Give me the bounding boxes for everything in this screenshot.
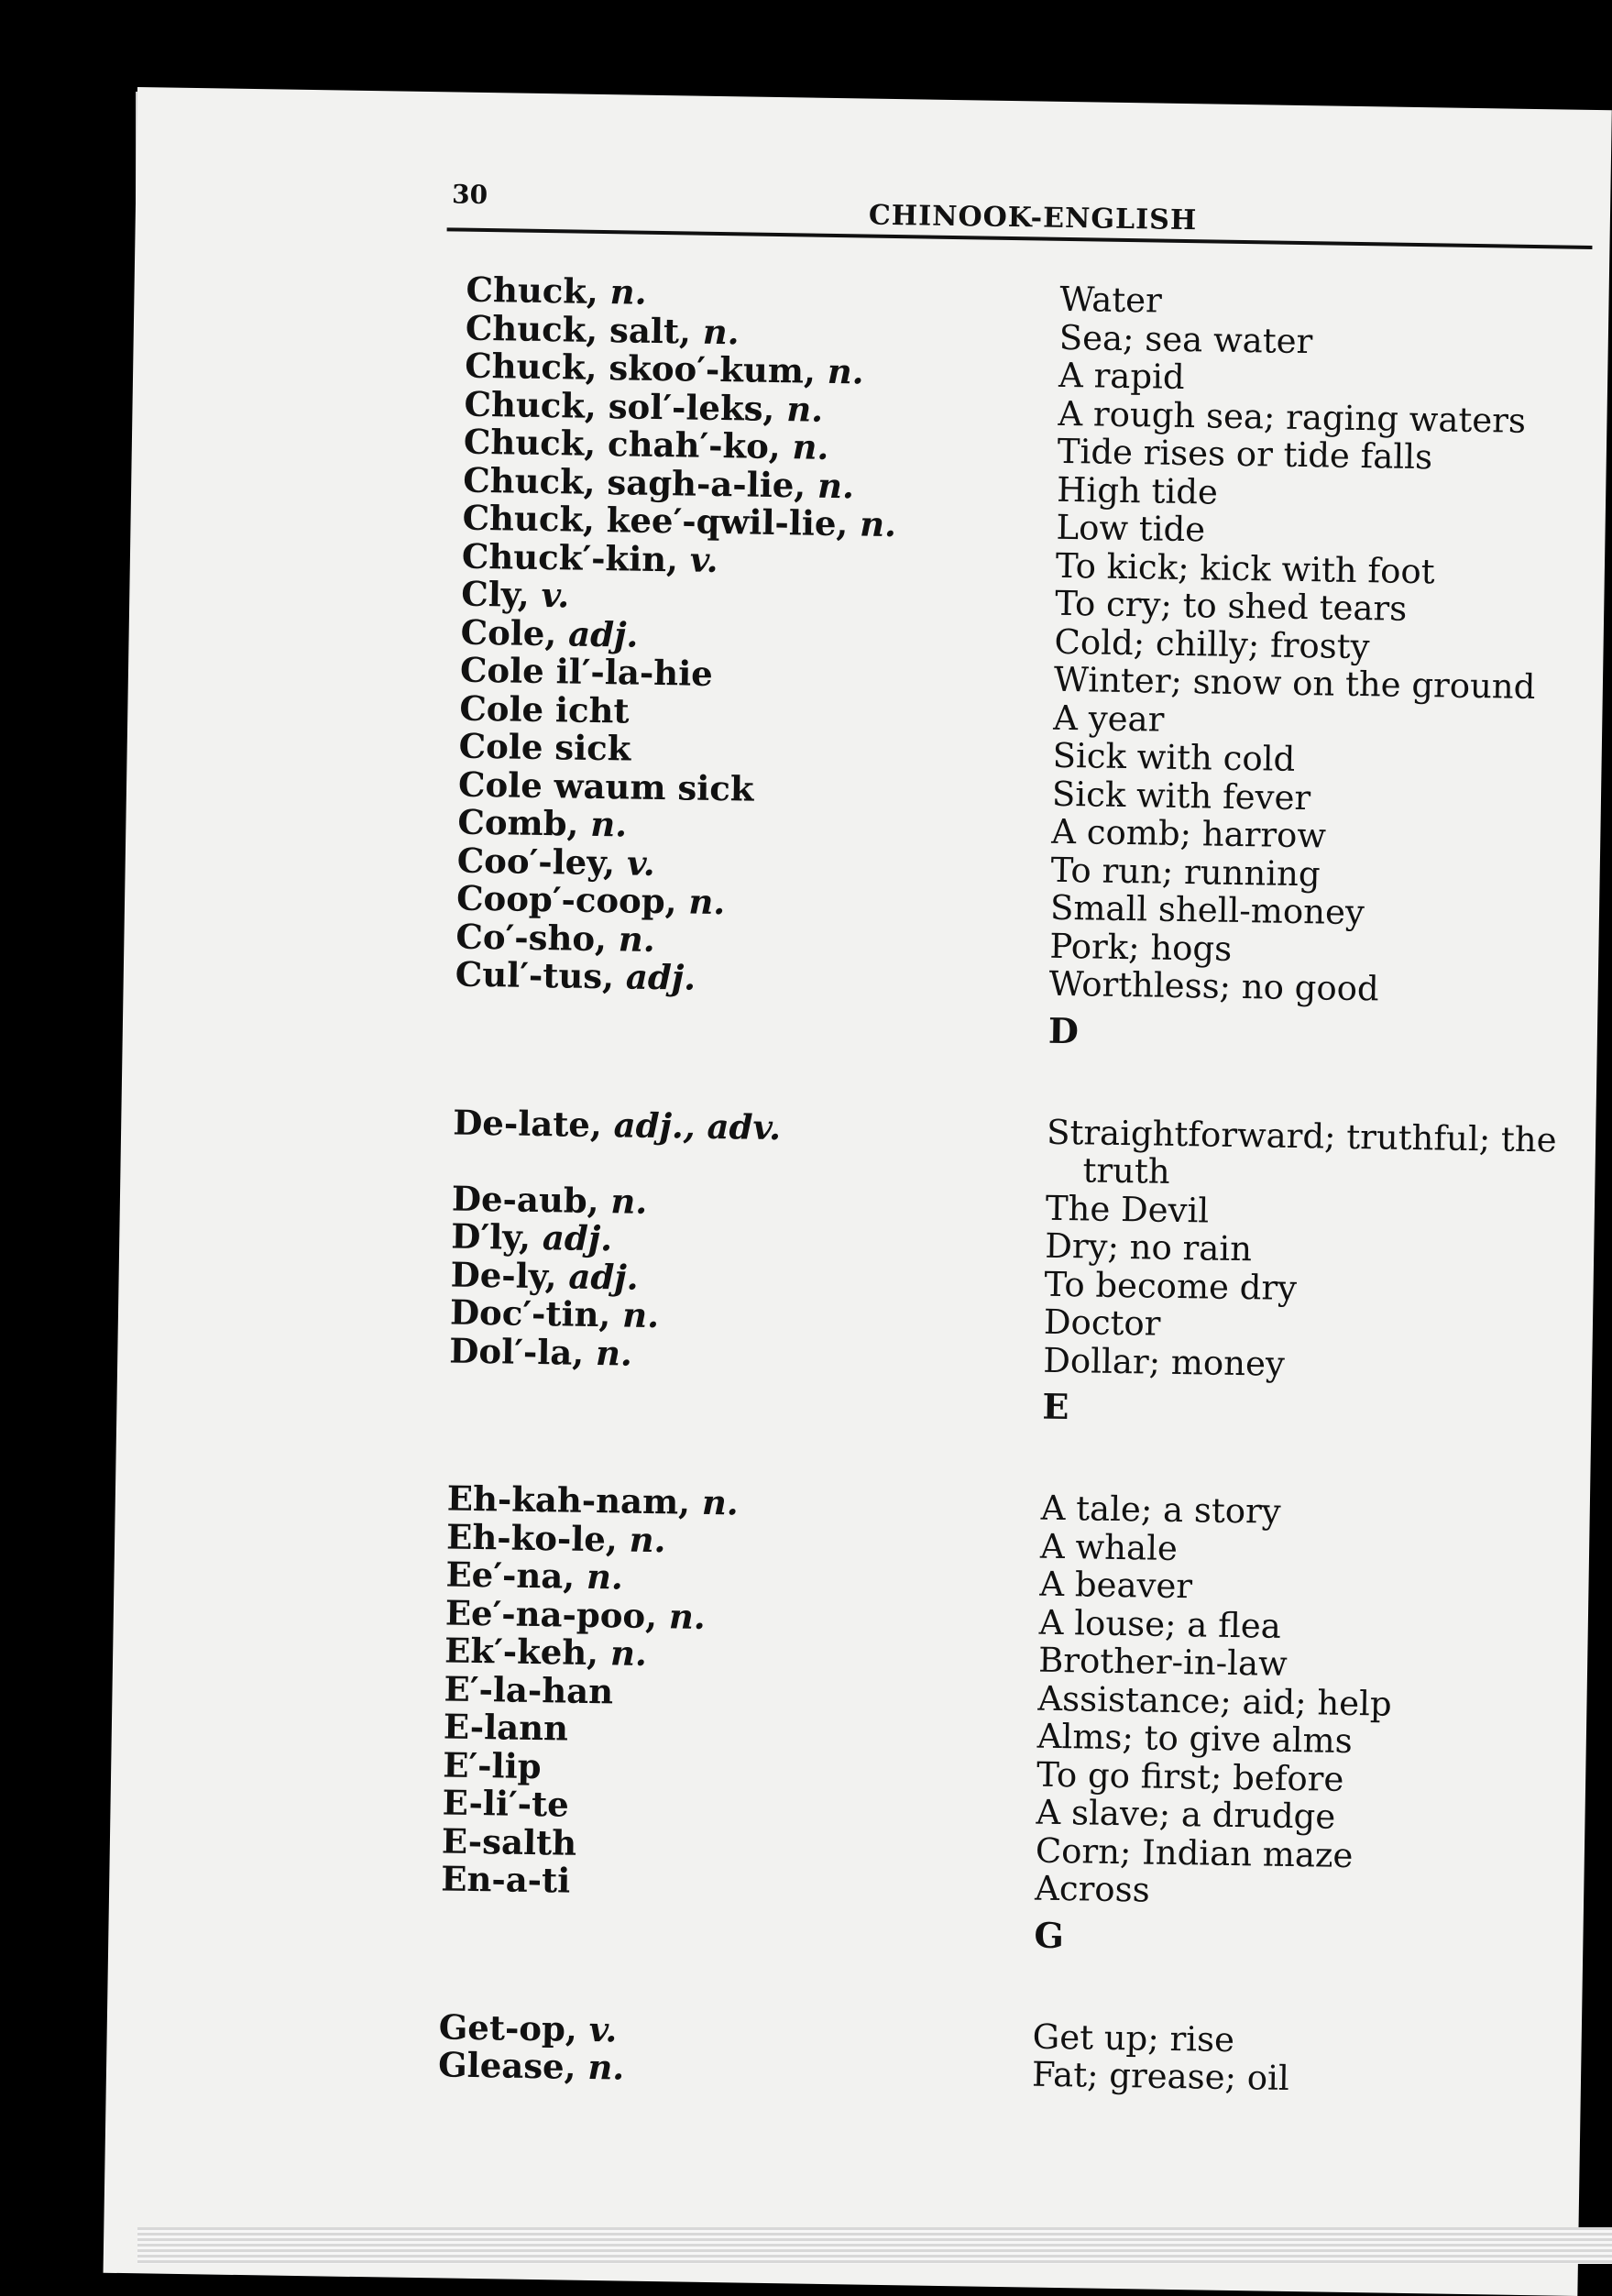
entry-term: De-late, bbox=[452, 1102, 603, 1145]
entry-part-of-speech: adj., adv. bbox=[613, 1104, 782, 1148]
entry-term: Chuck, bbox=[466, 269, 599, 312]
entry-definition: A tale; a story bbox=[1040, 1488, 1281, 1532]
entry-part-of-speech: n. bbox=[586, 1555, 624, 1598]
entry-term: Cole, bbox=[460, 611, 557, 654]
section-spacer bbox=[447, 1425, 925, 1488]
entry-definition: A beaver bbox=[1039, 1564, 1193, 1607]
entry-term: D′ly, bbox=[451, 1215, 532, 1258]
section-spacer bbox=[440, 1898, 917, 1961]
entry-term: E′-lip bbox=[442, 1743, 542, 1786]
entry-definition: Sick with cold bbox=[1052, 735, 1296, 779]
entry-term: Chuck, sagh-a-lie, bbox=[462, 459, 806, 506]
entry-part-of-speech: adj. bbox=[542, 1217, 613, 1259]
entry-definition: To become dry bbox=[1044, 1264, 1298, 1308]
page-number: 30 bbox=[451, 179, 488, 211]
entry-definition: A rough sea; raging waters bbox=[1058, 393, 1527, 441]
entry-definition: Low tide bbox=[1056, 507, 1206, 550]
entry-part-of-speech: adj. bbox=[567, 612, 639, 655]
entry-definition: High tide bbox=[1056, 469, 1219, 512]
section-letter: E bbox=[1042, 1385, 1069, 1428]
entry-definition: Pork; hogs bbox=[1049, 926, 1233, 969]
english-column bbox=[1032, 280, 1610, 2103]
entry-definition: A comb; harrow bbox=[1051, 811, 1327, 856]
entry-term: Co′-sho, bbox=[455, 916, 608, 959]
entry-part-of-speech: v. bbox=[541, 574, 570, 616]
entry-term: Coo′-ley, bbox=[456, 840, 616, 883]
entry-term: E-li′-te bbox=[442, 1782, 570, 1825]
entry-term: Dol′-la, bbox=[449, 1330, 585, 1373]
entry-term: Eh-kah-nam, bbox=[446, 1478, 691, 1522]
entry-part-of-speech: n. bbox=[595, 1332, 633, 1374]
entry-definition: Worthless; no good bbox=[1048, 963, 1379, 1009]
entry-part-of-speech: v. bbox=[588, 2008, 618, 2049]
entry-definition: Sea; sea water bbox=[1058, 317, 1313, 361]
entry-definition: A louse; a flea bbox=[1038, 1602, 1282, 1646]
entry-term: De-aub, bbox=[451, 1178, 599, 1221]
entry-definition: Sick with fever bbox=[1051, 774, 1311, 818]
entry-definition: Across bbox=[1034, 1868, 1150, 1910]
entry-term: Chuck, kee′-qwil-lie, bbox=[462, 497, 849, 544]
entry-term: Chuck, skoo′-kum, bbox=[464, 345, 817, 391]
entry-part-of-speech: n. bbox=[701, 1481, 740, 1523]
entry-term: Ee′-na-poo, bbox=[444, 1591, 658, 1636]
section-spacer bbox=[1033, 1962, 1584, 2026]
section-letter: G bbox=[1034, 1914, 1065, 1956]
entry-definition: A year bbox=[1052, 698, 1165, 740]
entry-term: Cole icht bbox=[459, 687, 630, 731]
entry-part-of-speech: n. bbox=[792, 426, 829, 467]
entry-term-line bbox=[438, 2046, 916, 2092]
section-spacer bbox=[455, 994, 932, 1056]
entry-term: E-lann bbox=[443, 1706, 569, 1749]
entry-term: Eh-ko-le, bbox=[445, 1515, 619, 1559]
entry-part-of-speech: n. bbox=[609, 271, 647, 313]
section-letter: D bbox=[1047, 1009, 1080, 1051]
entry-term: De-ly, bbox=[450, 1254, 557, 1296]
entry-part-of-speech: adj. bbox=[568, 1256, 639, 1298]
entry-part-of-speech: n. bbox=[702, 311, 740, 352]
running-header: CHINOOK-ENGLISH bbox=[868, 199, 1198, 237]
section-spacer bbox=[439, 1953, 916, 2016]
entry-term: Glease, bbox=[437, 2044, 576, 2087]
entry-term: Chuck, salt, bbox=[465, 307, 692, 352]
entry-part-of-speech: n. bbox=[587, 2046, 625, 2088]
entry-term-line bbox=[449, 1332, 927, 1378]
entry-definition: To go first; before bbox=[1036, 1754, 1344, 1799]
entry-term: Chuck, sol′-leks, bbox=[464, 383, 775, 429]
entry-definition: Brother-in-law bbox=[1037, 1640, 1289, 1684]
entry-part-of-speech: n. bbox=[609, 1632, 648, 1674]
section-spacer bbox=[454, 1049, 931, 1111]
entry-part-of-speech: n. bbox=[688, 881, 726, 923]
entry-term: Doc′-tin, bbox=[449, 1291, 611, 1335]
entry-term: E-salth bbox=[441, 1819, 577, 1863]
entry-definition: Fat; grease; oil bbox=[1031, 2054, 1290, 2099]
entry-definition: A rapid bbox=[1058, 355, 1185, 397]
chinook-column bbox=[438, 271, 943, 2092]
entry-definition: To cry; to shed tears bbox=[1054, 583, 1408, 629]
entry-term-line bbox=[441, 1860, 918, 1906]
entry-definition: Dry; no rain bbox=[1044, 1225, 1253, 1269]
entry-term-line bbox=[455, 953, 933, 1002]
entry-definition: Get up; rise bbox=[1032, 2016, 1235, 2060]
entry-part-of-speech: v. bbox=[689, 539, 718, 580]
entry-part-of-speech: n. bbox=[859, 503, 897, 545]
entry-definition: The Devil bbox=[1045, 1188, 1210, 1231]
entry-definition: A slave; a drudge bbox=[1036, 1792, 1336, 1837]
section-spacer bbox=[1041, 1434, 1592, 1498]
entry-term: Cole sick bbox=[458, 725, 631, 769]
entry-term: Chuck, chah′-ko, bbox=[463, 421, 782, 467]
entry-part-of-speech: n. bbox=[817, 465, 855, 506]
section-spacer bbox=[1047, 1058, 1598, 1121]
entry-definition: Tide rises or tide falls bbox=[1057, 431, 1433, 478]
entry-term: Cole waum sick bbox=[457, 764, 754, 809]
entry-definition: Assistance; aid; help bbox=[1037, 1678, 1392, 1724]
entry-term: Cole il′-la-hie bbox=[459, 649, 714, 694]
entry-definition: Cold; chilly; frosty bbox=[1054, 621, 1370, 666]
entry-part-of-speech: n. bbox=[618, 917, 656, 960]
entry-part-of-speech: n. bbox=[827, 350, 864, 392]
entry-term-line bbox=[453, 1104, 930, 1149]
entry-definition: Alms; to give alms bbox=[1036, 1716, 1353, 1762]
entry-part-of-speech: adj. bbox=[625, 956, 696, 998]
entry-definition: Small shell-money bbox=[1049, 887, 1365, 933]
entry-term: Coop′-coop, bbox=[455, 877, 677, 922]
entry-term: Chuck′-kin, bbox=[461, 535, 679, 579]
entry-term: Ee′-na, bbox=[445, 1554, 576, 1597]
entry-part-of-speech: v. bbox=[626, 841, 656, 884]
book-page bbox=[104, 87, 1612, 2296]
entry-definition-continued: truth bbox=[1082, 1150, 1170, 1192]
entry-definition: Straightforward; truthful; the bbox=[1046, 1112, 1557, 1159]
entry-definition: Water bbox=[1059, 279, 1163, 321]
entry-part-of-speech: n. bbox=[668, 1595, 707, 1637]
entry-part-of-speech: n. bbox=[629, 1519, 666, 1560]
page-stack-bottom-edge bbox=[137, 2227, 1612, 2264]
entry-definition: Doctor bbox=[1043, 1302, 1161, 1344]
entry-definition: Dollar; money bbox=[1042, 1340, 1286, 1384]
entry-term: E′-la-han bbox=[444, 1667, 614, 1711]
entry-definition: To run; running bbox=[1050, 850, 1321, 894]
entry-definition: Winter; snow on the ground bbox=[1053, 659, 1536, 708]
entry-part-of-speech: n. bbox=[610, 1180, 648, 1222]
entry-part-of-speech: n. bbox=[621, 1294, 660, 1336]
entry-part-of-speech: n. bbox=[785, 388, 824, 430]
entry-term: Get-op, bbox=[438, 2005, 578, 2049]
entry-part-of-speech: n. bbox=[590, 803, 628, 845]
entry-term: Comb, bbox=[457, 801, 579, 844]
entry-definition: To kick; kick with foot bbox=[1055, 545, 1435, 591]
entry-term: Cul′-tus, bbox=[455, 953, 615, 997]
entry-term: En-a-ti bbox=[440, 1858, 571, 1901]
entry-term: Cly, bbox=[461, 573, 531, 615]
entry-definition: Corn; Indian maze bbox=[1035, 1830, 1354, 1875]
entry-term: Ek′-keh, bbox=[444, 1630, 599, 1674]
section-spacer bbox=[448, 1370, 926, 1433]
entry-definition: A whale bbox=[1039, 1526, 1179, 1568]
